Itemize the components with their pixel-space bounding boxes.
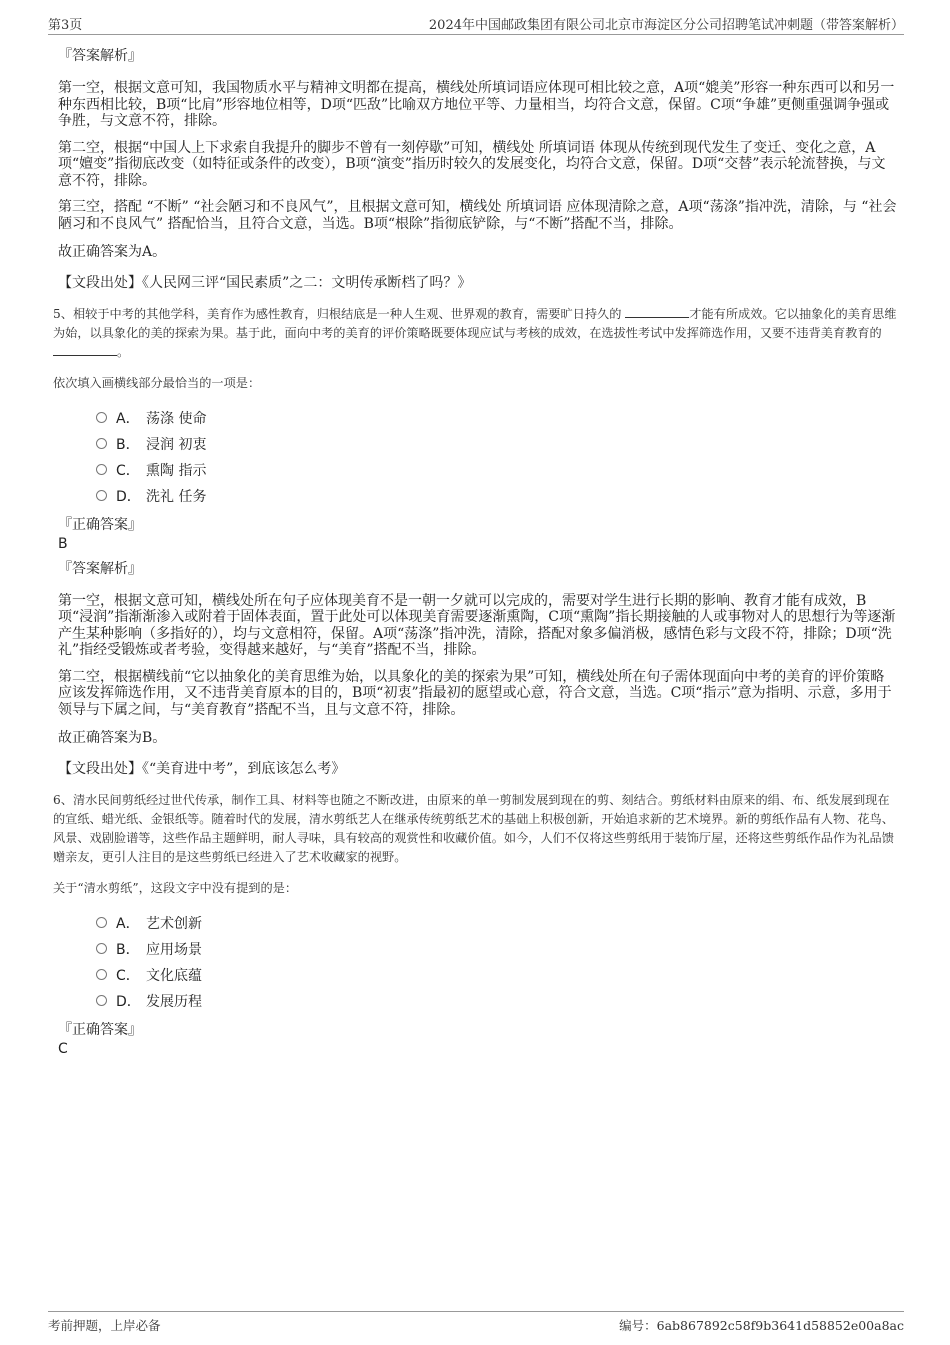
page-footer <box>48 1311 904 1337</box>
source-citation: 【文段出处】《人民网三评“国民素质”之二：文明传承断档了吗？》 <box>58 274 472 291</box>
analysis-paragraph: 第一空，根据文意可知，我国物质水平与精神文明都在提高，横线处所填词语应体现可相比较之意，A项“媲美”形容一种东西可以和另一种东西相比较，B项“比肩”形容地位相等，D项“匹敌”比喻双方地位平等、力量相当，均符合文意，保留。C项“争雄”更侧重强调争强或争胜，与文意不符，排除。 <box>58 80 895 129</box>
question-stem-part: 才能有所成效。它以抽象化的美育思维为始，以具象化的美的探索为果。基于此，面向中考的美育的评价策略既要体现应试与考核的成效，在选拔性考试中发挥筛选作用，又要不违背美育教育的 <box>53 306 897 340</box>
correct-answer-label: 『正确答案』 <box>58 516 142 533</box>
radio-icon[interactable] <box>96 412 107 423</box>
option-letter: B． <box>116 941 140 958</box>
radio-icon[interactable] <box>96 995 107 1006</box>
option-a[interactable] <box>96 910 898 936</box>
answer-conclusion: 故正确答案为A。 <box>58 244 167 260</box>
radio-icon[interactable] <box>96 943 107 954</box>
correct-answer: B <box>58 535 68 552</box>
option-d[interactable] <box>96 988 898 1014</box>
answer-conclusion: 故正确答案为B。 <box>58 730 167 746</box>
radio-icon[interactable] <box>96 438 107 449</box>
option-letter: C． <box>116 967 140 984</box>
analysis-paragraph: 第三空，搭配 “不断” “社会陋习和不良风气”，且根据文意可知，横线处 所填词语 应体现清除之意，A项“荡涤”指冲洗，清除，与 “社会陋习和不良风气” 搭配恰当，且符合文意，当选。B项“根除”指彻底铲除，与“不断”搭配不当，排除。 <box>58 199 897 232</box>
question-stem: 6、清水民间剪纸经过世代传承，制作工具、材料等也随之不断改进，由原来的单一剪制发展到现在的剪、刻结合。剪纸材料由原来的绢、布、纸发展到现在的宣纸、蜡光纸、金银纸等。随着时代的发展，清水剪纸艺人在继承传统剪纸艺术的基础上积极创新，开始追求新的艺术境界。新的剪纸作品有人物、花鸟、风景、戏剧脸谱等，这些作品主题鲜明，耐人寻味，具有较高的观赏性和收藏价值。如今，人们不仅将这些剪纸用于装饰厅屋，还将这些剪纸作品作为礼品馈赠亲友，更引人注目的是这些剪纸已经进入了艺术收藏家的视野。 <box>53 792 894 864</box>
radio-icon[interactable] <box>96 969 107 980</box>
option-text: 文化底蕴 <box>146 967 202 984</box>
correct-answer: C <box>58 1040 68 1057</box>
option-text: 浸润 初衷 <box>146 436 207 453</box>
fill-blank <box>53 343 117 356</box>
option-text: 应用场景 <box>146 941 202 958</box>
page-header <box>48 14 904 35</box>
question-stem-part: 5、相较于中考的其他学科，美育作为感性教育，归根结底是一种人生观、世界观的教育，需要旷日持久的 <box>53 306 622 321</box>
option-text: 熏陶 指示 <box>146 462 207 479</box>
analysis-paragraph: 第二空，根据横线前“它以抽象化的美育思维为始，以具象化的美的探索为果”可知，横线处所在句子需体现面向中考的美育的评价策略应该发挥筛选作用，又不违背美育原本的目的，B项“初衷”指最初的愿望或心意，符合文意，当选。C项“指示”意为指明、示意，多用于领导与下属之间，与“美育教育”搭配不当，且与文意不符，排除。 <box>58 668 892 718</box>
page-number: 第3页 <box>48 18 83 33</box>
option-letter: D． <box>116 993 141 1010</box>
option-d[interactable] <box>96 483 898 509</box>
option-b[interactable] <box>96 936 898 962</box>
option-text: 洗礼 任务 <box>146 488 207 505</box>
footer-slogan: 考前押题，上岸必备 <box>48 1318 161 1333</box>
radio-icon[interactable] <box>96 490 107 501</box>
question-prompt: 依次填入画横线部分最恰当的一项是： <box>53 375 261 390</box>
option-list <box>96 910 898 1014</box>
document-title: 2024年中国邮政集团有限公司北京市海淀区分公司招聘笔试冲刺题（带答案解析） <box>428 18 904 33</box>
analysis-label: 『答案解析』 <box>58 48 142 64</box>
option-a[interactable] <box>96 405 898 431</box>
radio-icon[interactable] <box>96 464 107 475</box>
option-letter: A． <box>116 410 140 427</box>
option-list <box>96 405 898 509</box>
analysis-paragraph: 第一空，根据文意可知，横线处所在句子应体现美育不是一朝一夕就可以完成的，需要对学生进行长期的影响、教育才能有成效，B项“浸润”指渐渐渗入或附着于固体表面，置于此处可以体现美育需要逐渐熏陶，C项“熏陶”指长期接触的人或事物对人的思想行为等逐渐产生某种影响（多指好的），均与文意相符，保留。A项“荡涤”指冲洗，清除，搭配对象多偏消极，感情色彩与文段不符，排除；D项“洗礼”指经受锻炼或者考验，变得越来越好，与“美育”搭配不当，排除。 <box>58 592 896 658</box>
document-id: 编号：6ab867892c58f9b3641d58852e00a8ac <box>619 1318 904 1333</box>
question-stem-part: 。 <box>117 344 130 359</box>
option-letter: A． <box>116 915 140 932</box>
option-b[interactable] <box>96 431 898 457</box>
document-body <box>53 46 898 1064</box>
option-text: 发展历程 <box>146 993 202 1010</box>
correct-answer-label: 『正确答案』 <box>58 1021 142 1038</box>
fill-blank <box>625 305 689 318</box>
question-prompt: 关于“清水剪纸”，这段文字中没有提到的是： <box>53 880 298 895</box>
analysis-label: 『答案解析』 <box>58 560 142 577</box>
question-stem <box>53 305 898 362</box>
option-letter: B． <box>116 436 140 453</box>
option-c[interactable] <box>96 962 898 988</box>
option-letter: C． <box>116 462 140 479</box>
analysis-paragraph: 第二空，根据“中国人上下求索自我提升的脚步不曾有一刻停歇”可知，横线处 所填词语 体现从传统到现代发生了变迁、变化之意，A项“嬗变”指彻底改变（如特征或条件的改变），B项“演变”指历时较久的发展变化，均符合文意，保留。D项“交替”表示轮流替换，与文意不符，排除。 <box>58 139 886 189</box>
option-text: 艺术创新 <box>146 915 202 932</box>
option-c[interactable] <box>96 457 898 483</box>
radio-icon[interactable] <box>96 917 107 928</box>
option-letter: D． <box>116 488 141 505</box>
source-citation: 【文段出处】《“美育进中考”，到底该怎么考》 <box>58 760 346 777</box>
option-text: 荡涤 使命 <box>146 410 207 427</box>
